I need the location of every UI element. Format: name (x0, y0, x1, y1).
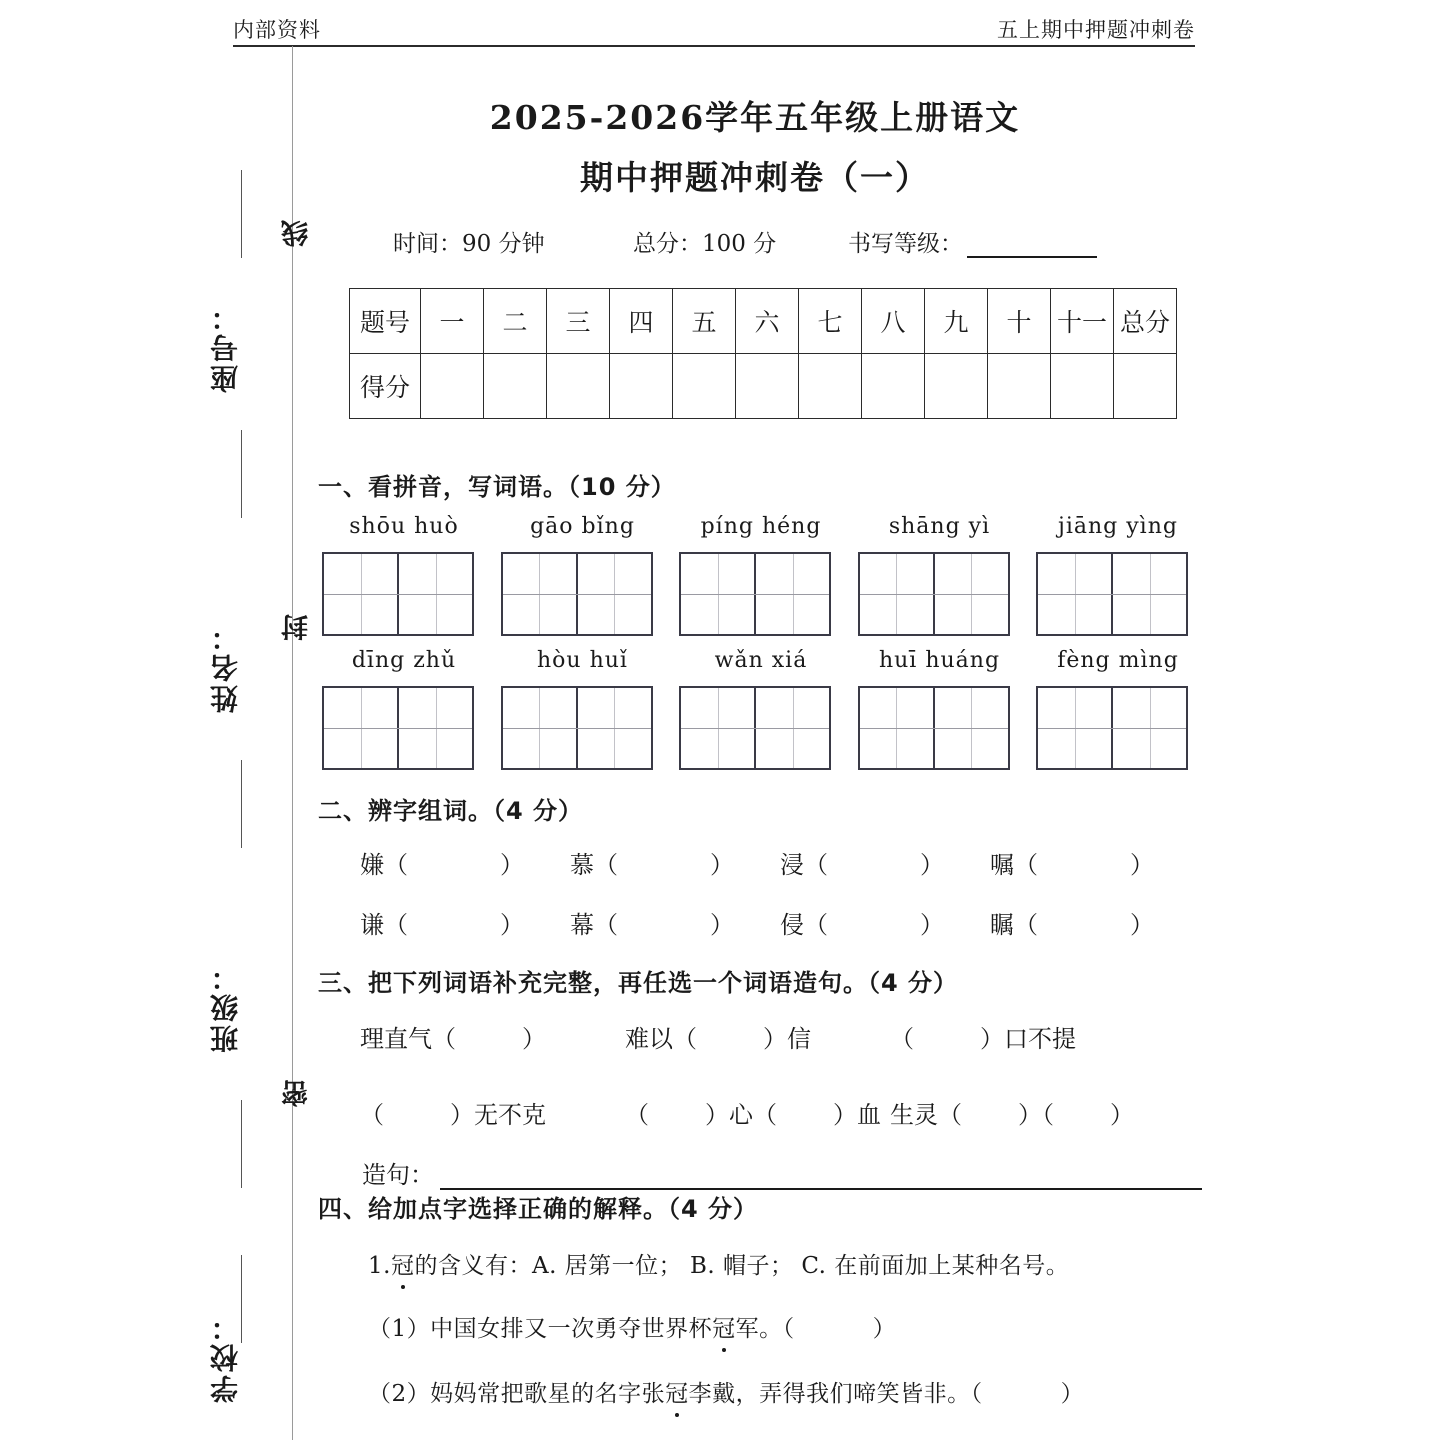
item-number: （2） (368, 1381, 431, 1407)
score-cell-8[interactable] (862, 354, 925, 419)
paren-close: ） (872, 1316, 897, 1342)
idiom-item (360, 1095, 625, 1130)
seal-dash-segment (241, 760, 242, 848)
paren-close: ） (710, 911, 734, 939)
idiom-mid: ）心（ (705, 1101, 777, 1129)
pinyin-item (1036, 514, 1200, 636)
tianzige-cell[interactable] (754, 688, 829, 768)
header-right-text: 五上期中押题冲刺卷 (997, 18, 1195, 42)
tianzige-cell[interactable] (860, 688, 933, 768)
page-header (233, 14, 1195, 48)
pinyin-text: jiāng yìng (1058, 514, 1178, 539)
tianzige-cell[interactable] (397, 688, 472, 768)
score-cell-3[interactable] (547, 354, 610, 419)
exam-total-score-text: 总分：100 分 (633, 230, 777, 257)
score-table-score-row (350, 354, 1177, 419)
seal-field-school: 学校： (209, 1310, 242, 1403)
tianzige-cell[interactable] (681, 688, 754, 768)
score-cell-9[interactable] (925, 354, 988, 419)
question-4-item-2 (368, 1375, 1084, 1408)
seal-dash-segment (241, 430, 242, 518)
score-table-col-11: 十一 (1051, 289, 1114, 354)
tianzige-cell[interactable] (397, 554, 472, 634)
exam-info-line (393, 224, 1113, 258)
pinyin-text: fèng mìng (1057, 648, 1179, 673)
score-table (349, 288, 1177, 419)
idiom-suffix: ）信 (763, 1025, 811, 1053)
header-divider-rule (233, 45, 1195, 47)
question-stem-text: 的含义有：A. 居第一位； B. 帽子； C. 在前面加上某种名号。 (414, 1253, 1070, 1279)
handwriting-grade-blank[interactable] (967, 234, 1097, 258)
idiom-item (625, 1095, 890, 1130)
tianzige-cell[interactable] (576, 554, 651, 634)
item-text-after: 李戴，弄得我们啼笑皆非。（ (688, 1381, 983, 1407)
tianzige-cell[interactable] (933, 688, 1008, 768)
idiom-item (625, 1019, 890, 1054)
pinyin-text: píng héng (700, 514, 822, 539)
handwriting-grade-label: 书写等级： (848, 230, 963, 257)
dotted-character: 冠 (665, 1375, 689, 1408)
score-table-col-4: 四 (610, 289, 673, 354)
tianzige-box[interactable] (501, 686, 653, 770)
idiom-suffix: ）血 (833, 1101, 881, 1129)
seal-dash-segment (241, 170, 242, 258)
score-cell-5[interactable] (673, 354, 736, 419)
score-table-col-7: 七 (799, 289, 862, 354)
tianzige-cell[interactable] (860, 554, 933, 634)
tianzige-cell[interactable] (933, 554, 1008, 634)
pinyin-text: wǎn xiá (714, 648, 808, 673)
score-table-col-3: 三 (547, 289, 610, 354)
tianzige-cell[interactable] (1111, 688, 1186, 768)
tianzige-box[interactable] (858, 686, 1010, 770)
tianzige-box[interactable] (1036, 552, 1188, 636)
pinyin-row-1 (322, 514, 1200, 636)
idiom-item (890, 1095, 1190, 1130)
paren-close: ） (710, 851, 734, 879)
sentence-making-row (362, 1155, 1202, 1190)
sentence-making-blank[interactable] (440, 1166, 1202, 1190)
exam-title-sub: 期中押题冲刺卷（一） (580, 158, 930, 197)
seal-char-feng: 封 (282, 612, 313, 641)
character-prompt: 嫌（ (360, 851, 408, 879)
pinyin-text: gāo bǐng (530, 514, 635, 539)
item-text-before: 中国女排又一次勇夺世界杯 (430, 1316, 713, 1342)
tianzige-cell[interactable] (324, 554, 397, 634)
tianzige-box[interactable] (679, 686, 831, 770)
score-table-col-1: 一 (421, 289, 484, 354)
seal-field-class: 班级： (209, 960, 242, 1053)
pinyin-item (858, 514, 1022, 636)
tianzige-cell[interactable] (503, 688, 576, 768)
idiom-row-2 (360, 1095, 1205, 1130)
idiom-suffix: ） (1110, 1101, 1134, 1129)
item-number: （1） (368, 1316, 431, 1342)
score-cell-4[interactable] (610, 354, 673, 419)
paren-close: ） (1130, 851, 1154, 879)
tianzige-box[interactable] (501, 552, 653, 636)
seal-dash-segment (241, 1255, 242, 1343)
handwriting-grade-field (848, 225, 1097, 258)
score-cell-7[interactable] (799, 354, 862, 419)
idiom-prefix: 难以（ (625, 1025, 697, 1053)
section-3-heading: 三、把下列词语补充完整，再任选一个词语造句。（4 分） (318, 969, 959, 997)
character-prompt: 嘱（ (990, 851, 1038, 879)
tianzige-box[interactable] (679, 552, 831, 636)
character-word-item (780, 905, 990, 940)
pinyin-row-2 (322, 648, 1200, 770)
pinyin-item (501, 648, 665, 770)
paren-close: ） (500, 851, 524, 879)
seal-char-mi: 密 (282, 1078, 313, 1107)
section-4-heading: 四、给加点字选择正确的解释。（4 分） (318, 1195, 759, 1223)
character-prompt: 幕（ (570, 911, 618, 939)
seal-vertical-line (292, 46, 293, 1440)
paren-close: ） (500, 911, 524, 939)
pinyin-text: dīng zhǔ (351, 648, 457, 673)
pinyin-item (322, 514, 486, 636)
score-cell-2[interactable] (484, 354, 547, 419)
tianzige-cell[interactable] (1038, 688, 1111, 768)
tianzige-cell[interactable] (681, 554, 754, 634)
pinyin-text: hòu huǐ (537, 648, 628, 673)
idiom-item (890, 1019, 1190, 1054)
character-word-item (360, 845, 570, 880)
character-word-row-1 (360, 845, 1200, 880)
score-table-row-label-score: 得分 (350, 354, 421, 419)
tianzige-cell[interactable] (576, 688, 651, 768)
character-word-row-2 (360, 905, 1200, 940)
idiom-prefix: 生灵（ (890, 1101, 962, 1129)
character-prompt: 瞩（ (990, 911, 1038, 939)
seal-char-xian: 线 (282, 218, 313, 247)
tianzige-cell[interactable] (324, 688, 397, 768)
question-4-item-1 (368, 1310, 896, 1343)
idiom-prefix: 理直气（ (360, 1025, 456, 1053)
idiom-prefix: （ (625, 1101, 649, 1129)
exam-duration-text: 时间：90 分钟 (393, 230, 545, 257)
character-prompt: 侵（ (780, 911, 828, 939)
score-cell-total[interactable] (1114, 354, 1177, 419)
seal-dash-segment (241, 1100, 242, 1188)
score-table-col-5: 五 (673, 289, 736, 354)
character-word-item (570, 905, 780, 940)
question-4-stem (368, 1247, 1069, 1280)
header-left-text: 内部资料 (233, 18, 321, 42)
tianzige-cell[interactable] (503, 554, 576, 634)
idiom-suffix: ） (522, 1025, 546, 1053)
pinyin-item (501, 514, 665, 636)
tianzige-cell[interactable] (1038, 554, 1111, 634)
seal-field-name: 姓名： (209, 620, 242, 713)
pinyin-item (679, 648, 843, 770)
score-cell-11[interactable] (1051, 354, 1114, 419)
idiom-prefix: （ (890, 1025, 914, 1053)
section-2-heading: 二、辨字组词。（4 分） (318, 797, 584, 825)
paren-close: ） (920, 911, 944, 939)
tianzige-cell[interactable] (754, 554, 829, 634)
score-table-col-10: 十 (988, 289, 1051, 354)
pinyin-item (322, 648, 486, 770)
tianzige-box[interactable] (322, 552, 474, 636)
score-table-col-9: 九 (925, 289, 988, 354)
idiom-item (360, 1019, 625, 1054)
character-word-item (990, 905, 1200, 940)
score-cell-6[interactable] (736, 354, 799, 419)
dotted-character: 冠 (391, 1247, 415, 1280)
character-word-item (780, 845, 990, 880)
score-table-col-2: 二 (484, 289, 547, 354)
pinyin-text: huī huáng (878, 648, 1001, 673)
score-table-header-row (350, 289, 1177, 354)
paren-close: ） (920, 851, 944, 879)
character-word-item (570, 845, 780, 880)
pinyin-item (1036, 648, 1200, 770)
idiom-suffix: ）无不克 (450, 1101, 546, 1129)
paren-close: ） (1060, 1381, 1085, 1407)
tianzige-box[interactable] (858, 552, 1010, 636)
character-prompt: 慕（ (570, 851, 618, 879)
score-table-row-label-question: 题号 (350, 289, 421, 354)
exam-title-main: 2025-2026学年五年级上册语文 (489, 98, 1021, 137)
idiom-prefix: （ (360, 1101, 384, 1129)
dotted-character: 冠 (712, 1310, 736, 1343)
score-table-col-total: 总分 (1114, 289, 1177, 354)
item-text-after: 军。（ (735, 1316, 795, 1342)
score-table-col-8: 八 (862, 289, 925, 354)
score-cell-10[interactable] (988, 354, 1051, 419)
character-prompt: 谦（ (360, 911, 408, 939)
pinyin-item (858, 648, 1022, 770)
idiom-suffix: ）口不提 (980, 1025, 1076, 1053)
sentence-making-label: 造句： (362, 1161, 434, 1189)
character-word-item (990, 845, 1200, 880)
tianzige-cell[interactable] (1111, 554, 1186, 634)
seal-field-seat-number: 座号： (209, 300, 242, 393)
idiom-row-1 (360, 1019, 1205, 1054)
item-text-before: 妈妈常把歌星的名字张 (430, 1381, 666, 1407)
question-number: 1. (368, 1253, 391, 1279)
character-word-item (360, 905, 570, 940)
character-prompt: 浸（ (780, 851, 828, 879)
pinyin-text: shōu huò (349, 514, 459, 539)
pinyin-item (679, 514, 843, 636)
score-cell-1[interactable] (421, 354, 484, 419)
paren-close: ） (1130, 911, 1154, 939)
tianzige-box[interactable] (1036, 686, 1188, 770)
idiom-mid: ）（ (1018, 1101, 1054, 1129)
score-table-col-6: 六 (736, 289, 799, 354)
tianzige-box[interactable] (322, 686, 474, 770)
pinyin-text: shāng yì (888, 514, 991, 539)
section-1-heading: 一、看拼音，写词语。（10 分） (318, 473, 676, 501)
